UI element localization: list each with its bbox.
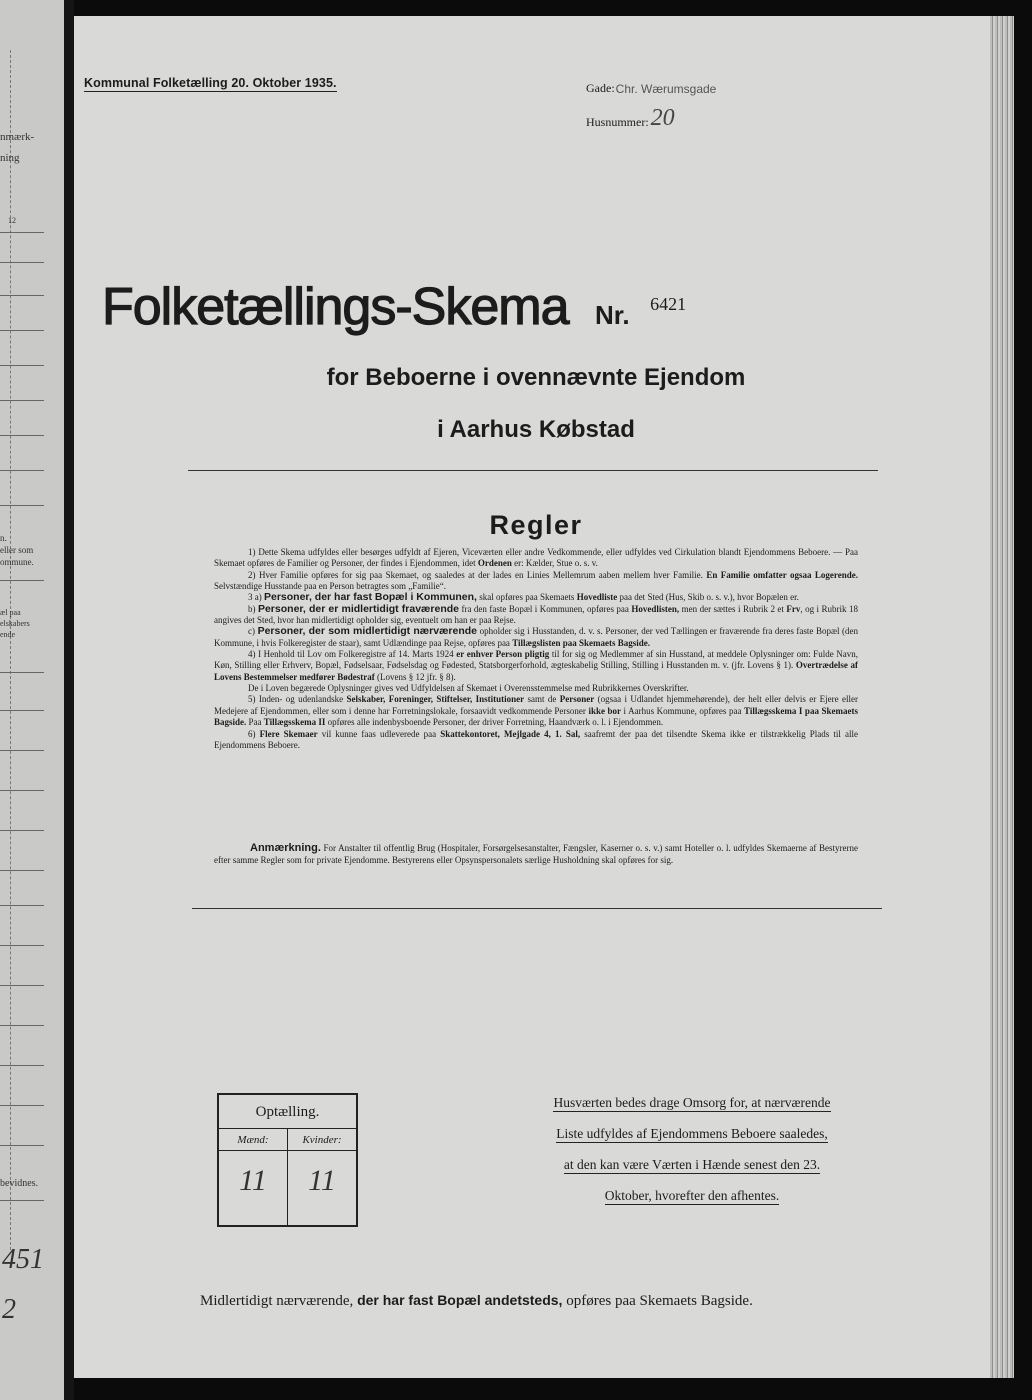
form-number-label: Nr.: [594, 300, 630, 330]
left-margin-text: 12: [8, 216, 16, 225]
left-margin-rule: [0, 945, 44, 946]
left-margin-rule: [0, 330, 44, 331]
husnummer-value: 20: [650, 105, 675, 131]
instruction-line: Husværten bedes drage Omsorg for, at nærværende: [553, 1095, 831, 1110]
landlord-instructions: [522, 1095, 862, 1219]
left-margin-rule: [0, 1200, 44, 1201]
rule-3c: c) Personer, der som midlertidigt nærværende opholder sig i Husstanden, d. v. s. Personer, der ved Tællingen er fraværende fra deres faste Bopæl (den Kommune, i hvis Folkeregister de staar), samt Udlændinge paa Rejse, opføres paa Tillægslisten paa Skemaets Bagside.: [214, 625, 859, 648]
left-margin-rule: [0, 1065, 44, 1066]
left-page-fragment: [0, 0, 64, 1400]
left-margin-rule: [0, 470, 44, 471]
left-margin-rule: [0, 400, 44, 401]
left-margin-text: eller som: [0, 545, 34, 555]
form-number-value: 6421: [650, 294, 687, 314]
left-margin-text: ende: [0, 630, 16, 639]
left-margin-text: ommune.: [0, 557, 34, 567]
instruction-line: at den kan være Værten i Hænde senest den 23.: [563, 1157, 821, 1172]
census-header-title: Kommunal Folketælling 20. Oktober 1935.: [84, 76, 337, 90]
remark-section: [214, 842, 858, 866]
left-margin-text: bevidnes.: [0, 1178, 39, 1189]
instruction-line: Liste udfyldes af Ejendommens Beboere saaledes,: [556, 1126, 828, 1141]
form-title-main: Folketællings-Skema: [102, 278, 569, 336]
left-margin-rule: [0, 750, 44, 751]
left-margin-rule: [0, 830, 44, 831]
count-women-label: Kvinder:: [288, 1129, 356, 1151]
address-block: [586, 74, 716, 130]
left-margin-text: æl paa: [0, 608, 21, 617]
rule-2: 2) Hver Familie opføres for sig paa Skemaet, og saaledes at der lades en Linies Mellemrum aaben mellem hver Familie. En Familie omfatter ogsaa Logerende. Selvstændige Husstande paa en Person betragtes som „Familie“.: [214, 569, 858, 592]
left-margin-rule: [0, 262, 44, 263]
footer-note: Midlertidigt nærværende, der har fast Bopæl andetsteds, opføres paa Skemaets Bagside.: [200, 1292, 753, 1309]
left-margin-handwriting: 2: [2, 1294, 16, 1325]
rule-3b: b) Personer, der er midlertidigt fraværende fra den faste Bopæl i Kommunen, opføres paa Hovedlisten, men der sættes i Rubrik 2 et Frv, og i Rubrik 18 angives det Sted, hvor han midlertidigt opholder sig, eventuelt om han er paa Rejse.: [214, 602, 858, 626]
left-page-dashed-line: [10, 50, 11, 1250]
left-margin-rule: [0, 435, 44, 436]
rule-5: 5) Inden- og udenlandske Selskaber, Foreninger, Stiftelser, Institutioner samt de Personer (ogsaa i Udlandet hjemmehørende), der helt eller delvis er Ejere eller Medejere af Ejendommen, eller som i denne har Forretningslokale, forsaavidt vedkommende Personer ikke bor i Aarhus Kommune, opføres paa Tillægsskema I paa Skemaets Bagside. Paa Tillægsskema II opføres alle indenbysboende Personer, der driver Forretning, Haandværk o. l. i Ejendommen.: [214, 694, 859, 728]
left-margin-rule: [0, 905, 44, 906]
binding-gutter: [64, 0, 74, 1400]
remark-text: For Anstalter til offentlig Brug (Hospitaler, Forsørgelsesanstalter, Fængsler, Kaserner o. s. v.) samt Hoteller o. l. udfyldes Skemaerne af Bestyrerne efter samme Regler som for private Ejendomme. Bestyrerens eller Opsynspersonalets særlige Husholdning skal opføres for sig.: [214, 843, 859, 865]
rules-text: [214, 547, 858, 751]
left-margin-rule: [0, 1025, 44, 1026]
count-col-men: [219, 1129, 287, 1225]
left-margin-rule: [0, 232, 44, 233]
remark-heading: Anmærkning.: [250, 842, 321, 854]
count-box-title: Optælling.: [219, 1095, 356, 1129]
gade-value: Chr. Wærumsgade: [615, 82, 717, 96]
rules-heading: Regler: [489, 510, 583, 540]
left-margin-rule: [0, 672, 44, 673]
left-margin-rule: [0, 505, 44, 506]
left-margin-text: elskabers: [0, 619, 30, 628]
left-margin-rule: [0, 790, 44, 791]
divider-bottom: [192, 908, 882, 909]
form-subtitle: for Beboerne i ovennævnte Ejendom: [326, 364, 746, 391]
instruction-line: Oktober, hvorefter den afhentes.: [604, 1188, 780, 1203]
left-margin-handwriting: 451: [2, 1244, 44, 1275]
left-margin-text: ning: [0, 152, 20, 164]
count-men-label: Mænd:: [219, 1129, 287, 1151]
count-women-value: 11: [308, 1164, 336, 1197]
form-title: [102, 277, 862, 337]
left-margin-rule: [0, 1145, 44, 1146]
husnummer-label: Husnummer:: [586, 115, 649, 129]
left-margin-text: n.: [0, 533, 7, 543]
left-margin-rule: [0, 365, 44, 366]
rule-3a: 3 a) Personer, der har fast Bopæl i Kommunen, skal opføres paa Skemaets Hovedliste paa det Sted (Hus, Skib o. s. v.), hvor Bopælen er.: [248, 591, 799, 604]
rule-4-continued: De i Loven begærede Oplysninger gives ved Udfyldelsen af Skemaet i Overensstemmelse med Rubrikkernes Overskrifter.: [248, 683, 689, 694]
count-box: [217, 1093, 358, 1227]
left-margin-rule: [0, 710, 44, 711]
count-col-women: [287, 1129, 356, 1225]
rule-4: 4) I Henhold til Lov om Folkeregistre af 14. Marts 1924 er enhver Person pligtig til for sig og Medlemmer af sin Husstand, at meddele Oplysninger om: Fulde Navn, Køn, Stilling eller Erhverv, Bopæl, Fødselsaar, Fødselsdag og Fødested, Statsborgerforhold, ægteskabelig Stilling, Stilling i Husstanden m. v. (jfr. Lovens § 1). Overtrædelse af Lovens Bestemmelser medfører Bødestraf (Lovens § 12 jfr. § 8).: [214, 649, 859, 682]
page-stack-edge: [990, 16, 1014, 1378]
count-men-value: 11: [239, 1164, 267, 1197]
left-margin-rule: [0, 580, 44, 581]
rule-1: 1) Dette Skema udfyldes eller besørges udfyldt af Ejeren, Viceværten eller andre Vedkommende, eller udfyldes ved Cirkulation blandt Ejendommens Beboere. — Paa Skemaet opføres de Familier og Personer, der findes i Ejendommen, idet Ordenen er: Kælder, Stue o. s. v.: [214, 547, 858, 569]
left-margin-rule: [0, 295, 44, 296]
divider-top: [188, 470, 878, 471]
left-margin-rule: [0, 985, 44, 986]
left-margin-rule: [0, 1105, 44, 1106]
left-margin-rule: [0, 870, 44, 871]
rule-6: 6) Flere Skemaer vil kunne faas udleverede paa Skattekontoret, Mejlgade 4, 1. Sal, saafremt der paa det tilsendte Skema ikke er tilstrækkelig Plads til alle Ejendommens Beboere.: [214, 728, 859, 750]
form-subtitle-city: i Aarhus Købstad: [437, 416, 635, 443]
left-margin-text: nmærk-: [0, 131, 35, 143]
gade-label: Gade:: [586, 81, 615, 95]
